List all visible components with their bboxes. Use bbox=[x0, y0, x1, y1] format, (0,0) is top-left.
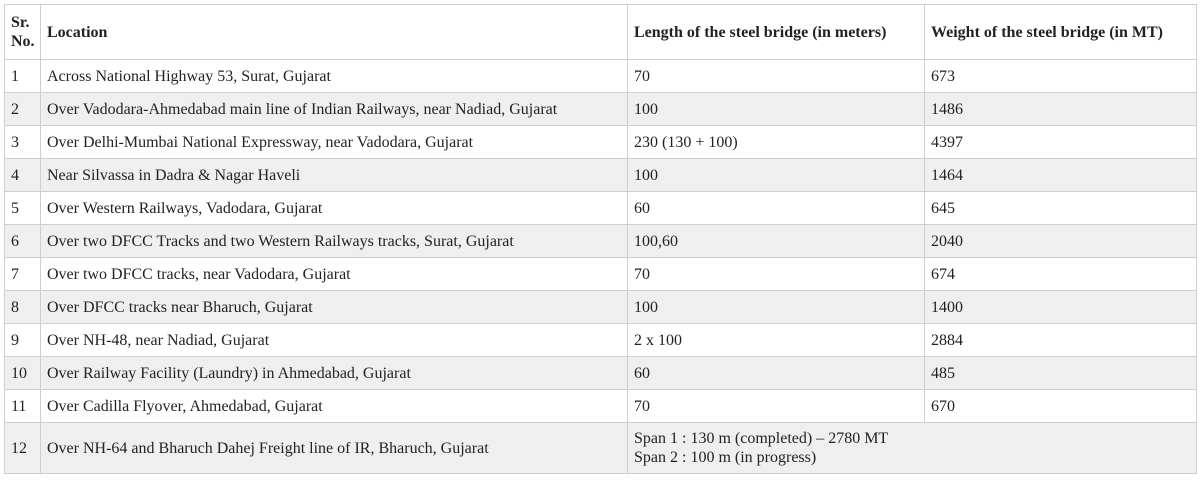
cell-weight: 670 bbox=[925, 390, 1197, 423]
cell-location: Over Cadilla Flyover, Ahmedabad, Gujarat bbox=[41, 390, 628, 423]
cell-length: 60 bbox=[628, 192, 925, 225]
cell-location: Over NH-64 and Bharuch Dahej Freight line of IR, Bharuch, Gujarat bbox=[41, 423, 628, 474]
cell-location: Over Vadodara-Ahmedabad main line of Indian Railways, near Nadiad, Gujarat bbox=[41, 93, 628, 126]
header-sr-no-line1: Sr. bbox=[11, 14, 30, 31]
cell-weight: 674 bbox=[925, 258, 1197, 291]
table-row bbox=[5, 291, 1197, 324]
cell-sr-no: 1 bbox=[5, 60, 41, 93]
cell-location: Over two DFCC Tracks and two Western Railways tracks, Surat, Gujarat bbox=[41, 225, 628, 258]
table-row bbox=[5, 390, 1197, 423]
cell-length: 70 bbox=[628, 60, 925, 93]
cell-length: 70 bbox=[628, 258, 925, 291]
cell-location: Over NH-48, near Nadiad, Gujarat bbox=[41, 324, 628, 357]
span-detail-line: Span 2 : 100 m (in progress) bbox=[634, 449, 817, 466]
header-location: Location bbox=[41, 5, 628, 60]
table-row bbox=[5, 93, 1197, 126]
cell-sr-no: 7 bbox=[5, 258, 41, 291]
table-row bbox=[5, 225, 1197, 258]
cell-sr-no: 6 bbox=[5, 225, 41, 258]
cell-sr-no: 11 bbox=[5, 390, 41, 423]
steel-bridge-table bbox=[4, 4, 1197, 474]
cell-sr-no: 5 bbox=[5, 192, 41, 225]
cell-length: 60 bbox=[628, 357, 925, 390]
cell-sr-no: 12 bbox=[5, 423, 41, 474]
cell-sr-no: 10 bbox=[5, 357, 41, 390]
table-row bbox=[5, 159, 1197, 192]
table-row bbox=[5, 324, 1197, 357]
cell-weight: 1400 bbox=[925, 291, 1197, 324]
table-row bbox=[5, 423, 1197, 474]
header-length: Length of the steel bridge (in meters) bbox=[628, 5, 925, 60]
table-body bbox=[5, 60, 1197, 474]
cell-sr-no: 3 bbox=[5, 126, 41, 159]
table-row bbox=[5, 126, 1197, 159]
cell-weight: 4397 bbox=[925, 126, 1197, 159]
cell-weight: 673 bbox=[925, 60, 1197, 93]
cell-location: Across National Highway 53, Surat, Gujarat bbox=[41, 60, 628, 93]
cell-sr-no: 2 bbox=[5, 93, 41, 126]
header-sr-no bbox=[5, 5, 41, 60]
cell-weight: 485 bbox=[925, 357, 1197, 390]
cell-weight: 645 bbox=[925, 192, 1197, 225]
cell-sr-no: 4 bbox=[5, 159, 41, 192]
cell-location: Near Silvassa in Dadra & Nagar Haveli bbox=[41, 159, 628, 192]
cell-length: 70 bbox=[628, 390, 925, 423]
header-sr-no-line2: No. bbox=[11, 33, 35, 50]
cell-weight: 1464 bbox=[925, 159, 1197, 192]
cell-location: Over Delhi-Mumbai National Expressway, near Vadodara, Gujarat bbox=[41, 126, 628, 159]
header-weight: Weight of the steel bridge (in MT) bbox=[925, 5, 1197, 60]
cell-length: 230 (130 + 100) bbox=[628, 126, 925, 159]
cell-span-details bbox=[628, 423, 1197, 474]
cell-length: 100 bbox=[628, 159, 925, 192]
span-detail-line: Span 1 : 130 m (completed) – 2780 MT bbox=[634, 430, 889, 447]
cell-length: 100 bbox=[628, 291, 925, 324]
table-row bbox=[5, 357, 1197, 390]
cell-location: Over Railway Facility (Laundry) in Ahmedabad, Gujarat bbox=[41, 357, 628, 390]
cell-length: 2 x 100 bbox=[628, 324, 925, 357]
cell-length: 100,60 bbox=[628, 225, 925, 258]
cell-sr-no: 9 bbox=[5, 324, 41, 357]
table-row bbox=[5, 60, 1197, 93]
cell-weight: 2884 bbox=[925, 324, 1197, 357]
bridge-table-container bbox=[4, 4, 1196, 474]
cell-sr-no: 8 bbox=[5, 291, 41, 324]
cell-location: Over DFCC tracks near Bharuch, Gujarat bbox=[41, 291, 628, 324]
table-row bbox=[5, 258, 1197, 291]
cell-weight: 2040 bbox=[925, 225, 1197, 258]
table-row bbox=[5, 192, 1197, 225]
cell-location: Over two DFCC tracks, near Vadodara, Gujarat bbox=[41, 258, 628, 291]
cell-location: Over Western Railways, Vadodara, Gujarat bbox=[41, 192, 628, 225]
cell-length: 100 bbox=[628, 93, 925, 126]
cell-weight: 1486 bbox=[925, 93, 1197, 126]
table-header-row bbox=[5, 5, 1197, 60]
